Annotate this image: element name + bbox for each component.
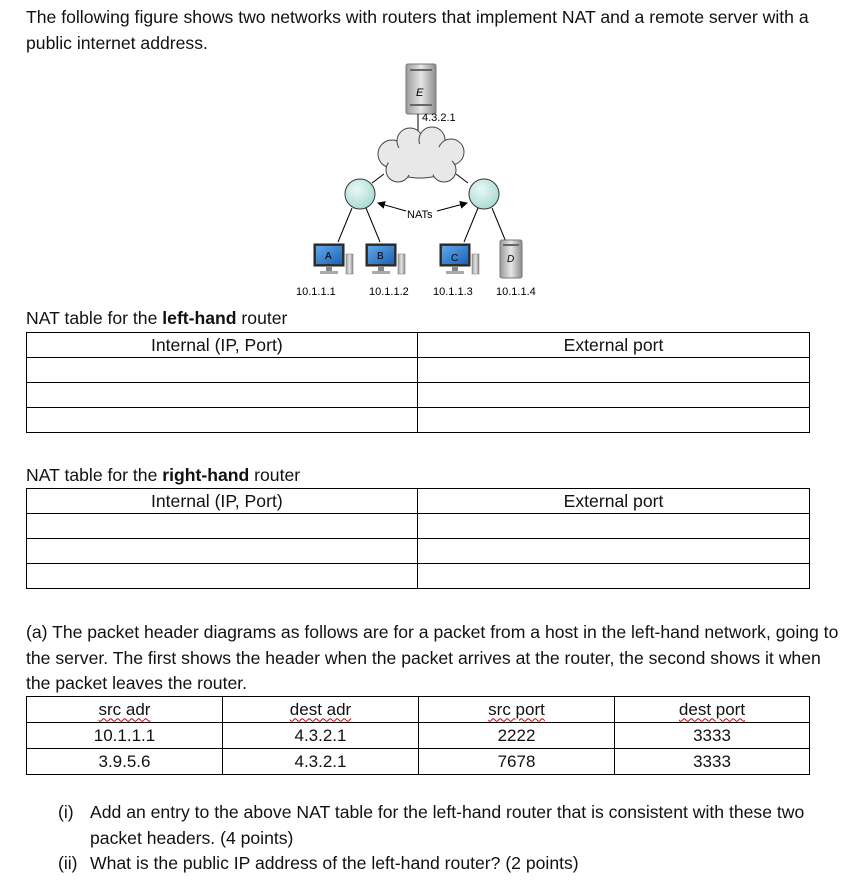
nats-arrow-right	[437, 203, 467, 211]
packet-header-table	[26, 696, 810, 775]
link-b	[366, 208, 380, 242]
right-router-link	[456, 174, 468, 183]
host-a-label: A	[325, 251, 332, 262]
cell-dest-adr: 4.3.2.1	[223, 749, 419, 775]
right-cell-external[interactable]	[418, 514, 810, 539]
right-cell-internal[interactable]	[27, 539, 418, 564]
left-table-caption: NAT table for the left-hand router	[26, 308, 288, 328]
internet-cloud-icon	[378, 127, 464, 182]
left-cell-external[interactable]	[418, 383, 810, 408]
left-cell-external[interactable]	[418, 408, 810, 433]
cell-src-adr: 10.1.1.1	[27, 723, 223, 749]
part-a-text: (a) The packet header diagrams as follows are for a packet from a host in the left-hand network, going to the server. The first shows the header when the packet arrives at the router, the second shows it when the packet leaves the router.	[26, 622, 839, 693]
left-router-link	[372, 174, 384, 183]
col-dest-adr: dest adr	[223, 697, 419, 723]
cell-dest-port: 3333	[615, 749, 810, 775]
question-list	[58, 800, 818, 877]
left-cell-internal[interactable]	[27, 408, 418, 433]
question-ii: (ii) What is the public IP address of the left-hand router? (2 points)	[58, 853, 579, 873]
host-c-ip: 10.1.1.3	[433, 286, 473, 298]
table-row	[27, 749, 810, 775]
left-router-icon	[345, 179, 375, 209]
nats-label: NATs	[407, 209, 433, 221]
right-router-icon	[469, 179, 499, 209]
host-b-label: B	[377, 251, 384, 262]
col-src-port: src port	[419, 697, 615, 723]
cell-dest-port: 3333	[615, 723, 810, 749]
network-figure	[280, 56, 570, 306]
col-dest-port: dest port	[615, 697, 810, 723]
col-src-adr: src adr	[27, 697, 223, 723]
left-cell-internal[interactable]	[27, 358, 418, 383]
link-d	[492, 208, 506, 242]
right-nat-table	[26, 488, 810, 589]
host-b-computer-icon	[366, 244, 405, 274]
cell-src-adr: 3.9.5.6	[27, 749, 223, 775]
host-c-label: C	[451, 253, 459, 264]
table-row	[27, 723, 810, 749]
right-col-external: External port	[418, 489, 810, 514]
link-c	[464, 208, 478, 242]
right-cell-external[interactable]	[418, 564, 810, 589]
cell-src-port: 7678	[419, 749, 615, 775]
link-a	[338, 208, 352, 242]
left-cell-external[interactable]	[418, 358, 810, 383]
left-col-external: External port	[418, 333, 810, 358]
right-cell-external[interactable]	[418, 539, 810, 564]
host-c-computer-icon	[440, 244, 479, 274]
right-cell-internal[interactable]	[27, 564, 418, 589]
right-cell-internal[interactable]	[27, 514, 418, 539]
right-col-internal: Internal (IP, Port)	[27, 489, 418, 514]
cell-dest-adr: 4.3.2.1	[223, 723, 419, 749]
question-i: (i) Add an entry to the above NAT table for the left-hand router that is consistent with these two packet headers. (4 points)	[58, 802, 805, 848]
right-table-caption: NAT table for the right-hand router	[26, 465, 301, 485]
host-a-computer-icon	[314, 244, 353, 274]
host-b-ip: 10.1.1.2	[369, 286, 409, 298]
server-e-label: E	[416, 87, 424, 99]
intro-text: The following figure shows two networks with routers that implement NAT and a remote server with a public internet address.	[26, 7, 809, 53]
cell-src-port: 2222	[419, 723, 615, 749]
left-nat-table	[26, 332, 810, 433]
host-d-label: D	[507, 254, 515, 265]
host-d-ip: 10.1.1.4	[496, 286, 536, 298]
nats-arrow-left	[378, 203, 406, 211]
server-ip: 4.3.2.1	[422, 112, 456, 124]
host-a-ip: 10.1.1.1	[296, 286, 336, 298]
left-col-internal: Internal (IP, Port)	[27, 333, 418, 358]
left-cell-internal[interactable]	[27, 383, 418, 408]
